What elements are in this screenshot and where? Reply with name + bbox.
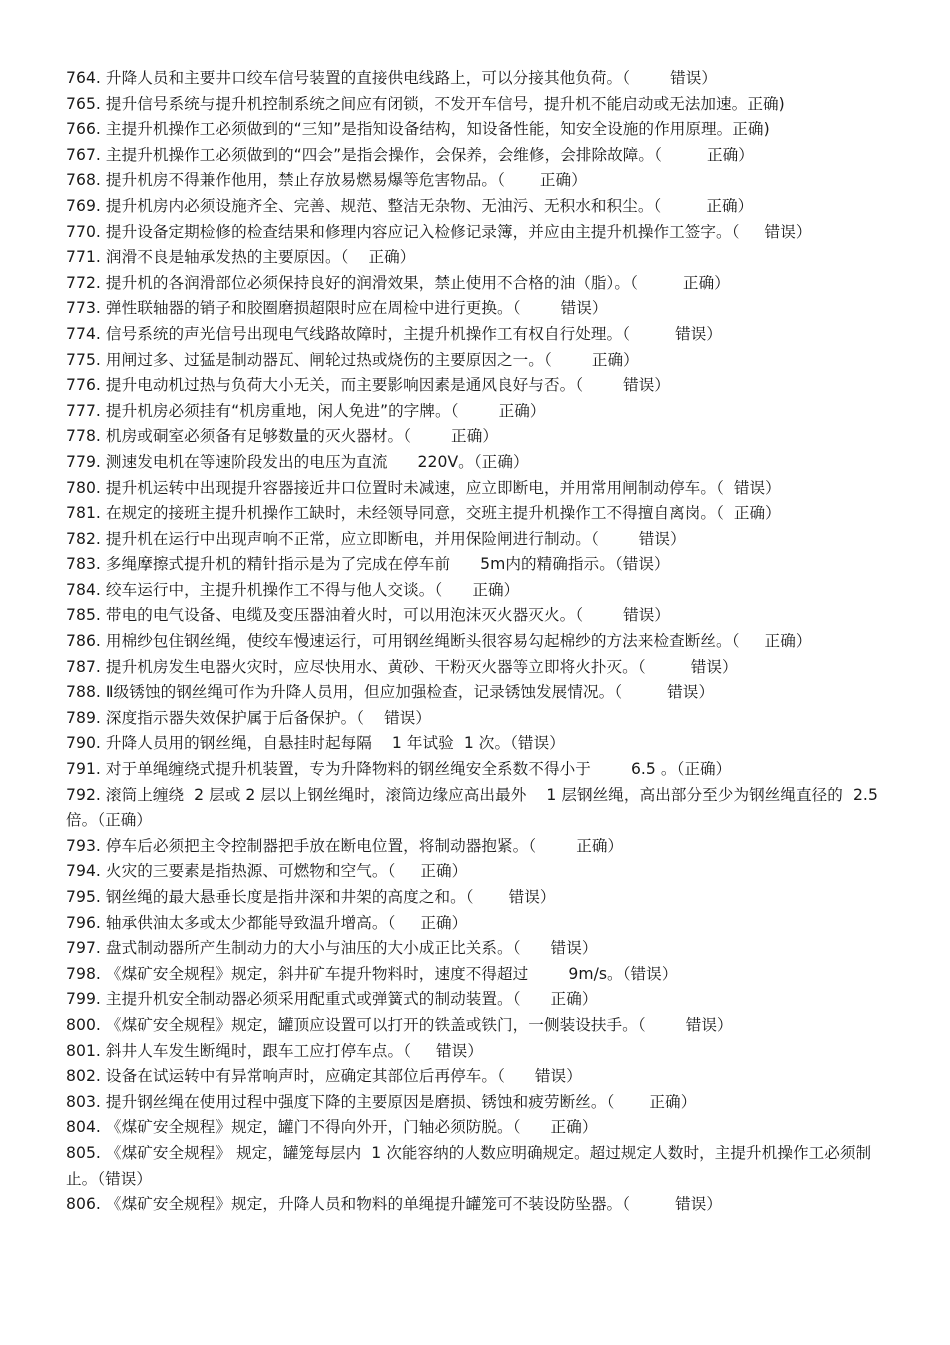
question-item: 764. 升降人员和主要井口绞车信号装置的直接供电线路上，可以分接其他负荷。（ 错误） <box>66 69 718 87</box>
question-item: 797. 盘式制动器所产生制动力的大小与油压的大小成正比关系。（ 错误） <box>66 939 598 958</box>
question-item: 799. 主提升机安全制动器必须采用配重式或弹簧式的制动装置。（ 正确） <box>66 990 598 1009</box>
question-item: 798. 《煤矿安全规程》规定，斜井矿车提升物料时，速度不得超过 9m/s。（错误） <box>66 964 678 983</box>
question-item: 783. 多绳摩擦式提升机的精针指示是为了完成在停车前 5m内的精确指示。（错误） <box>66 555 670 574</box>
question-item: 794. 火灾的三要素是指热源、可燃物和空气。（ 正确） <box>66 862 468 881</box>
question-item: 766. 主提升机操作工必须做到的“三知”是指知设备结构，知设备性能，知安全设施的作用原理。正确) <box>66 120 770 139</box>
question-item: 787. 提升机房发生电器火灾时，应尽快用水、黄砂、干粉灭火器等立即将火扑灭。（ 错误） <box>66 657 738 676</box>
question-item: 802. 设备在试运转中有异常响声时，应确定其部位后再停车。（ 错误） <box>66 1067 582 1086</box>
question-item: 784. 绞车运行中，主提升机操作工不得与他人交谈。（ 正确） <box>66 580 520 599</box>
question-item: 782. 提升机在运行中出现声响不正常，应立即断电，并用保险闸进行制动。（ 错误） <box>66 529 686 548</box>
question-item: 791. 对于单绳缠绕式提升机装置，专为升降物料的钢丝绳安全系数不得小于 6.5 。（正确） <box>66 760 732 779</box>
question-item: 795. 钢丝绳的最大悬垂长度是指井深和井架的高度之和。（ 错误） <box>66 888 556 906</box>
question-item: 801. 斜井人车发生断绳时，跟车工应打停车点。（ 错误） <box>66 1041 483 1060</box>
question-item: 804. 《煤矿安全规程》规定，罐门不得向外开，门轴必须防脱。（ 正确） <box>66 1118 598 1137</box>
question-item: 786. 用棉纱包住钢丝绳，使绞车慢速运行，可用钢丝绳断头很容易勾起棉纱的方法来检查断丝。（ 正确） <box>66 632 812 651</box>
question-item: 792. 滚筒上缠绕 2 层或 2 层以上钢丝绳时，滚筒边缘应高出最外 1 层钢丝绳，高出部分至少为钢丝绳直径的 2.5 倍。（正确） <box>66 785 883 830</box>
question-item: 805. 《煤矿安全规程》 规定，罐笼每层内 1 次能容纳的人数应明确规定。超过规定人数时，主提升机操作工必须制止。（错误） <box>66 1143 872 1188</box>
question-item: 769. 提升机房内必须设施齐全、完善、规范、整洁无杂物、无油污、无积水和积尘。（ 正确） <box>66 196 754 215</box>
question-item: 788. Ⅱ级锈蚀的钢丝绳可作为升降人员用，但应加强检查，记录锈蚀发展情况。（ 错误） <box>66 683 715 702</box>
question-item: 778. 机房或硐室必须备有足够数量的灭火器材。（ 正确） <box>66 427 498 446</box>
question-item: 776. 提升电动机过热与负荷大小无关，而主要影响因素是通风良好与否。（ 错误） <box>66 376 671 395</box>
question-item: 806. 《煤矿安全规程》规定，升降人员和物料的单绳提升罐笼可不装设防坠器。（ 错误） <box>66 1195 723 1214</box>
question-item: 793. 停车后必须把主令控制器把手放在断电位置，将制动器抱紧。（ 正确） <box>66 836 624 855</box>
question-item: 768. 提升机房不得兼作他用，禁止存放易燃易爆等危害物品。（ 正确） <box>66 171 587 190</box>
question-item: 789. 深度指示器失效保护属于后备保护。（ 错误） <box>66 708 432 727</box>
question-item: 780. 提升机运转中出现提升容器接近井口位置时未减速，应立即断电，并用常用闸制动停车。（ 错误） <box>66 478 781 497</box>
question-item: 790. 升降人员用的钢丝绳，自悬挂时起每隔 1 年试验 1 次。（错误） <box>66 734 565 753</box>
question-item: 774. 信号系统的声光信号出现电气线路故障时，主提升机操作工有权自行处理。（ 错误） <box>66 324 723 343</box>
question-item: 785. 带电的电气设备、电缆及变压器油着火时，可以用泡沫灭火器灭火。（ 错误） <box>66 606 671 625</box>
question-item: 800. 《煤矿安全规程》规定，罐顶应设置可以打开的铁盖或铁门，一侧装设扶手。（ 错误） <box>66 1015 733 1034</box>
question-list <box>66 66 886 1218</box>
question-item: 796. 轴承供油太多或太少都能导致温升增高。（ 正确） <box>66 913 468 932</box>
question-item: 770. 提升设备定期检修的检查结果和修理内容应记入检修记录簿，并应由主提升机操作工签字。（ 错误） <box>66 222 812 241</box>
question-item: 771. 润滑不良是轴承发热的主要原因。（ 正确） <box>66 248 416 267</box>
question-item: 765. 提升信号系统与提升机控制系统之间应有闭锁，不发开车信号，提升机不能启动或无法加速。正确) <box>66 94 785 113</box>
question-item: 777. 提升机房必须挂有“机房重地，闲人免进”的字牌。（ 正确） <box>66 401 546 420</box>
question-item: 772. 提升机的各润滑部位必须保持良好的润滑效果，禁止使用不合格的油（脂）。（ 正确） <box>66 273 730 292</box>
question-item: 773. 弹性联轴器的销子和胶圈磨损超限时应在周检中进行更换。（ 错误） <box>66 299 608 318</box>
question-item: 779. 测速发电机在等速阶段发出的电压为直流 220V。（正确） <box>66 452 529 471</box>
question-item: 775. 用闸过多、过猛是制动器瓦、闸轮过热或烧伤的主要原因之一。（ 正确） <box>66 350 639 369</box>
question-item: 803. 提升钢丝绳在使用过程中强度下降的主要原因是磨损、锈蚀和疲劳断丝。（ 正确） <box>66 1092 697 1111</box>
question-item: 767. 主提升机操作工必须做到的“四会”是指会操作，会保养，会维修，会排除故障。（ 正确） <box>66 145 754 164</box>
question-item: 781. 在规定的接班主提升机操作工缺时，未经领导同意，交班主提升机操作工不得擅自离岗。（ 正确） <box>66 504 781 523</box>
